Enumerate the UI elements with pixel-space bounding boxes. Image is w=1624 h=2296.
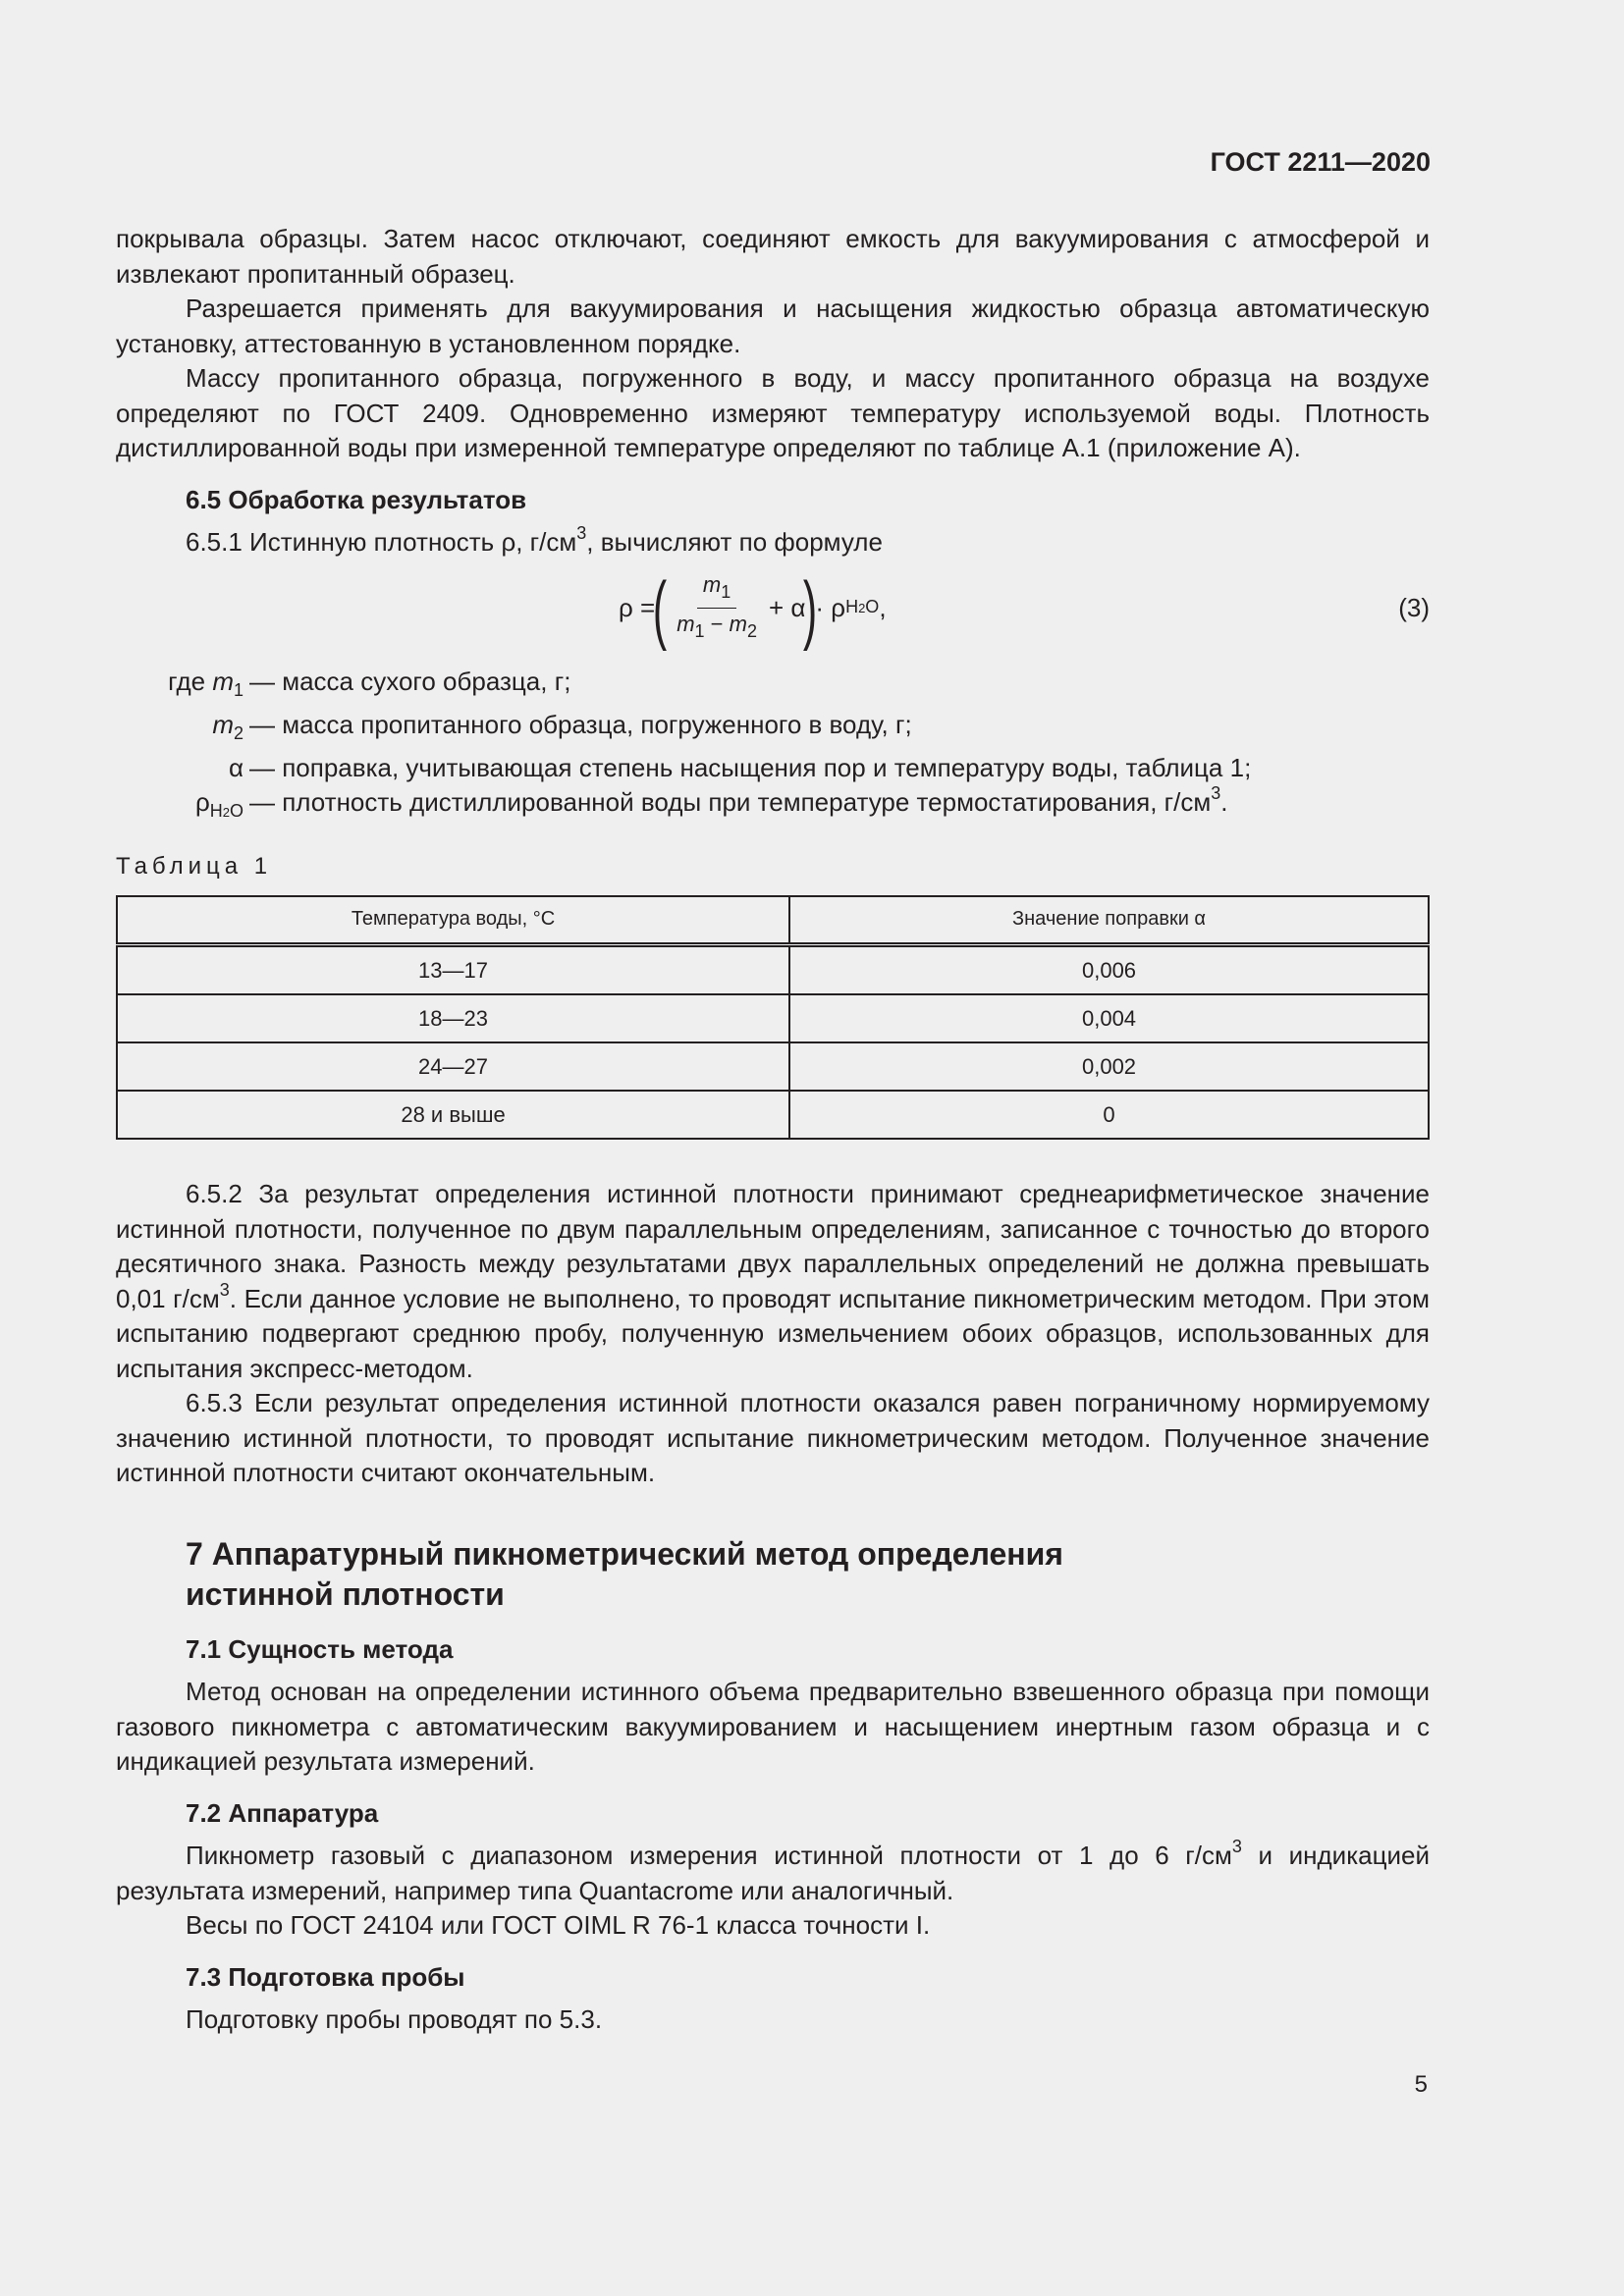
column-header: Температура воды, °С <box>117 896 789 945</box>
paragraph-7-2-scales: Весы по ГОСТ 24104 или ГОСТ OIML R 76-1 класса точности I. <box>186 1910 931 1940</box>
formula-3 <box>116 566 1430 651</box>
table-row <box>117 1091 1429 1139</box>
legend-row: $\rho_{H2O}$ — плотность дистиллированной воды при температуре термостатирования, $г/см^3$. <box>194 782 1228 821</box>
paragraph-7-1: Метод основан на определении истинного объема предварительно взвешенного образца при помощи газового пикнометра с автоматическим вакуумированием и насыщением инертным газом образца и с индикацией результата измерений. <box>116 1677 1430 1776</box>
table-row <box>117 945 1429 995</box>
fraction <box>671 571 763 645</box>
table-cell: 0,002 <box>789 1042 1429 1091</box>
table-cell: 18—23 <box>117 994 789 1042</box>
table-header-row <box>117 896 1429 945</box>
paragraph-7-2: Пикнометр газовый с диапазоном измерения истинной плотности от 1 до 6 $г/см^3$ и индикацией результата измерений, например типа Quantacrome или аналогичный. <box>116 1837 1430 1905</box>
formula-comma: , <box>879 592 887 622</box>
column-header: Значение поправки α <box>789 896 1429 945</box>
superscript: 3 <box>576 523 587 543</box>
formula-rho: · ρ <box>815 592 846 622</box>
denominator: $m_1 - m_2$ <box>677 612 757 641</box>
section-heading-7-1: 7.1 Сущность метода <box>186 1633 454 1664</box>
legend-row: где $m_1$ — масса сухого образца, г; <box>168 666 571 700</box>
table-row <box>117 994 1429 1042</box>
formula-legend <box>116 665 1430 829</box>
formula-number: (3) <box>1398 592 1430 622</box>
page-number: 5 <box>1414 2071 1428 2098</box>
formula-rho-sub: H2O <box>845 597 880 617</box>
paragraph: покрывала образцы. Затем насос отключают, соединяют емкость для вакуумирования с атмосферой и извлекают пропитанный образец. <box>116 224 1430 289</box>
right-paren-icon: ) <box>803 564 818 652</box>
section-heading-6-5: 6.5 Обработка результатов <box>186 484 527 514</box>
table-cell: 28 и выше <box>117 1091 789 1139</box>
table-cell: 13—17 <box>117 945 789 995</box>
document-body <box>116 222 1430 2038</box>
paragraph-6-5-1 <box>116 525 1430 561</box>
paragraph: Массу пропитанного образца, погруженного в воду, и массу пропитанного образца на воздухе определяют по ГОСТ 2409. Одновременно измеряют температуру используемой воды. Плотность дистиллированной воды при измеренной температуре определяют по таблице А.1 (приложение А). <box>116 363 1430 462</box>
table-cell: 0 <box>789 1091 1429 1139</box>
table-cell: 0,006 <box>789 945 1429 995</box>
paragraph-6-5-2: 6.5.2 За результат определения истинной плотности принимают среднеарифметическое значение истинной плотности, полученное по двум параллельным определениям, записанное с точностью до второго десятичного знака. Разность между результатами двух параллельных определений не должна превышать 0,01 $г/см^3$. Если данное условие не выполнено, то проводят испытание пикнометрическим методом. При этом испытанию подвергают среднюю пробу, полученную измельчением обоих образцов, использованных для испытания экспресс-методом. <box>116 1179 1430 1383</box>
section-heading-7: 7 Аппаратурный пикнометрический метод определения истинной плотности <box>186 1535 1063 1612</box>
table-caption: Таблица 1 <box>116 852 273 880</box>
formula-lhs: ρ = <box>619 592 656 622</box>
correction-table <box>116 895 1430 1140</box>
formula-expression <box>619 566 887 651</box>
numerator: $m_1$ <box>697 571 736 609</box>
paragraph-7-3: Подготовку пробы проводят по 5.3. <box>186 2004 603 2034</box>
document-code-header: ГОСТ 2211—2020 <box>1210 147 1431 177</box>
paragraph: Разрешается применять для вакуумирования и насыщения жидкостью образца автоматическую установку, аттестованную в установленном порядке. <box>116 294 1430 358</box>
table-cell: 24—27 <box>117 1042 789 1091</box>
text: , вычисляют по формуле <box>586 527 883 557</box>
table-row <box>117 1042 1429 1091</box>
paragraph-6-5-3: 6.5.3 Если результат определения истинной плотности оказался равен пограничному нормируемому значению истинной плотности, то проводят испытание пикнометрическим методом. Полученное значение истинной плотности считают окончательным. <box>116 1388 1430 1487</box>
formula-plus-alpha: + α <box>768 592 806 622</box>
left-paren-icon: ( <box>653 564 668 652</box>
legend-row: α — поправка, учитывающая степень насыщения пор и температуру воды, таблица 1; <box>228 752 1252 782</box>
text: 6.5.1 Истинную плотность ρ, г/см <box>186 527 577 557</box>
legend-row: $m_2$ — масса пропитанного образца, погруженного в воду, г; <box>212 709 912 743</box>
table-cell: 0,004 <box>789 994 1429 1042</box>
section-heading-7-2: 7.2 Аппаратура <box>186 1797 379 1828</box>
section-heading-7-3: 7.3 Подготовка пробы <box>186 1961 465 1992</box>
